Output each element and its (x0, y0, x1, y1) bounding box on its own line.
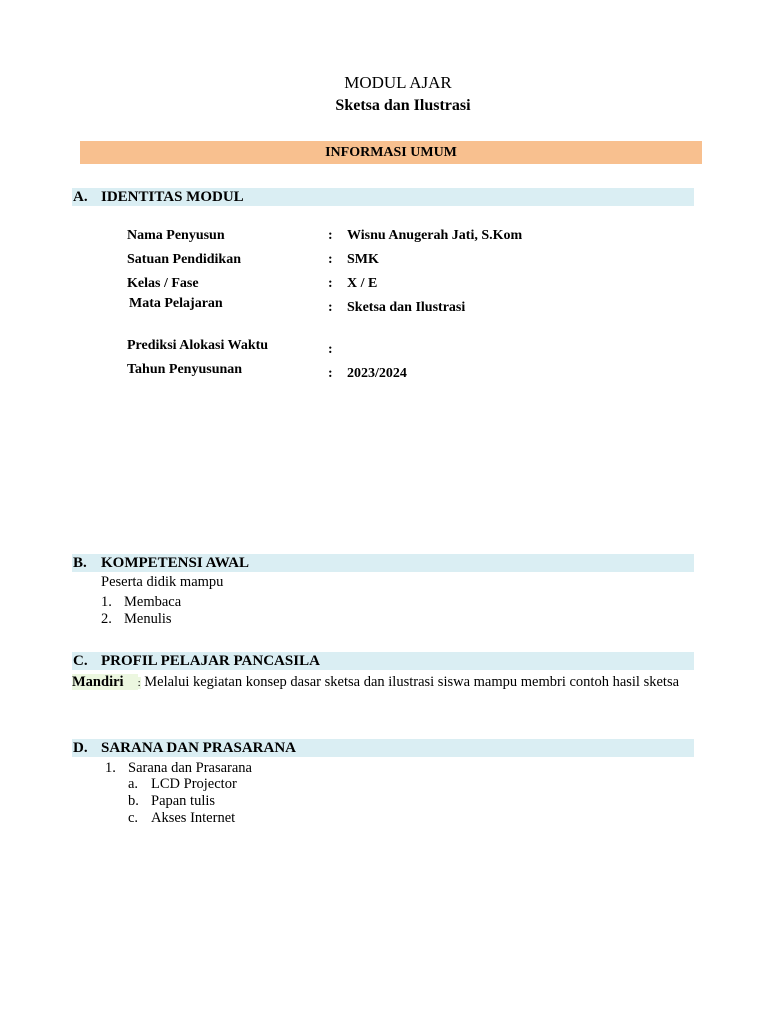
profile-text: Melalui kegiatan konsep dasar sketsa dan ilustrasi siswa mampu membri contoh hasil sketsa (144, 674, 680, 690)
identity-row (127, 228, 687, 248)
identity-value: SMK (347, 252, 379, 267)
identity-colon: : (328, 366, 333, 381)
identity-label: Prediksi Alokasi Waktu (127, 338, 269, 353)
identity-colon: : (328, 300, 333, 315)
info-banner: INFORMASI UMUM (80, 141, 702, 164)
sub-list-item (128, 793, 428, 811)
sub-list-text: Papan tulis (151, 793, 216, 809)
section-b-intro: Peserta didik mampu (101, 574, 224, 590)
sub-list-letter: a. (128, 776, 139, 792)
list-text: Membaca (124, 594, 182, 610)
section-a-header (72, 188, 694, 206)
identity-value: 2023/2024 (347, 366, 407, 381)
identity-colon: : (328, 252, 333, 267)
identity-value: X / E (347, 276, 378, 291)
list-number: 1. (105, 760, 116, 776)
section-c-header (72, 652, 694, 670)
identity-value: Sketsa dan Ilustrasi (347, 300, 466, 315)
identity-label: Satuan Pendidikan (127, 252, 241, 267)
identity-colon: : (328, 228, 333, 243)
section-d-header (72, 739, 694, 757)
section-c-letter: C. (73, 653, 88, 669)
identity-row (127, 252, 687, 272)
document-title: MODUL AJAR (344, 73, 452, 92)
identity-value: Wisnu Anugerah Jati, S.Kom (347, 228, 523, 243)
section-d-heading: SARANA DAN PRASARANA (101, 740, 297, 756)
section-a-heading: IDENTITAS MODUL (101, 189, 244, 205)
list-number: 2. (101, 611, 112, 627)
section-c-heading: PROFIL PELAJAR PANCASILA (101, 653, 320, 669)
profile-label: Mandiri (72, 674, 138, 690)
identity-row (127, 276, 687, 296)
section-b-letter: B. (73, 555, 87, 571)
identity-label: Kelas / Fase (127, 276, 199, 291)
profile-colon: : (137, 677, 141, 689)
identity-label: Mata Pelajaran (129, 296, 223, 311)
identity-colon: : (328, 276, 333, 291)
section-b-heading: KOMPETENSI AWAL (101, 555, 249, 571)
section-a-letter: A. (73, 189, 88, 205)
section-d-letter: D. (73, 740, 88, 756)
document-subtitle: Sketsa dan Ilustrasi (335, 97, 471, 114)
identity-label: Tahun Penyusunan (127, 362, 243, 377)
list-number: 1. (101, 594, 112, 610)
identity-colon: : (328, 342, 333, 357)
sub-list-item (128, 776, 428, 794)
list-item (101, 594, 301, 612)
list-text: Sarana dan Prasarana (128, 760, 252, 776)
sub-list-letter: b. (128, 793, 139, 809)
identity-row (127, 362, 687, 382)
list-item (101, 611, 301, 629)
identity-row (127, 338, 687, 358)
sub-list-item (128, 810, 428, 828)
identity-row (127, 296, 687, 316)
identity-label: Nama Penyusun (127, 228, 225, 243)
sub-list-letter: c. (128, 810, 139, 826)
list-text: Menulis (124, 611, 172, 627)
sub-list-text: LCD Projector (151, 776, 237, 792)
section-b-header (72, 554, 694, 572)
profile-paragraph (72, 673, 694, 693)
sub-list-text: Akses Internet (151, 810, 236, 826)
